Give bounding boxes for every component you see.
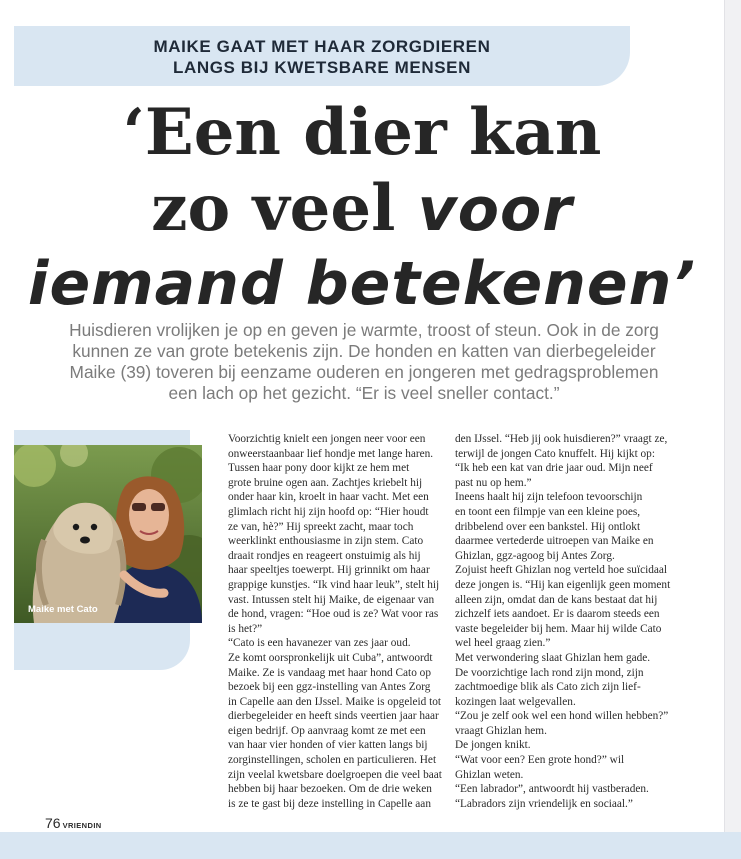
body-line: vast. Intussen stelt hij Maike, de eigenaar van bbox=[228, 593, 435, 606]
body-line: grote bruine ogen aan. Zachtjes kriebelt hij bbox=[228, 476, 423, 489]
body-line: “Ik heb een kat van drie jaar oud. Mijn neef bbox=[455, 462, 653, 475]
body-line: Maike. Ze is vandaag met haar hond Cato op bbox=[228, 666, 431, 679]
body-line: zichzelf iets aandoet. Er is daarom steeds een bbox=[455, 608, 660, 621]
kicker-line: MAIKE GAAT MET HAAR ZORGDIEREN bbox=[153, 37, 491, 56]
intro-line: een lach op het gezicht. “Er is veel sneller contact.” bbox=[168, 383, 560, 403]
body-line: bezoek bij een ggz-instelling van Antes Zorg bbox=[228, 681, 431, 694]
body-line: en toont een filmpje van een kleine poes, bbox=[455, 505, 641, 518]
body-line: onder haar kin, kroelt in haar vacht. Met een bbox=[228, 491, 429, 504]
body-line: van haar vier honden of vier katten langs bij bbox=[228, 739, 428, 752]
headline-line-2-script: voor bbox=[417, 175, 573, 245]
body-line: is het?” bbox=[228, 622, 263, 635]
body-line: past nu op hem.” bbox=[455, 476, 532, 489]
headline-line-3: iemand betekenen’ bbox=[27, 249, 697, 319]
magazine-name: VRIENDIN bbox=[62, 821, 102, 830]
body-line: onweerstaanbaar lief hondje met lange haren. bbox=[228, 447, 434, 460]
intro-line: Maike (39) toveren bij eenzame ouderen en jongeren met gedragsproblemen bbox=[69, 362, 659, 382]
body-line: weerklinkt enthousiasme in zijn stem. Cato bbox=[228, 535, 424, 548]
intro-line: kunnen ze van grote betekenis zijn. De honden en katten van dierbegeleider bbox=[72, 341, 656, 361]
body-line: “Een labrador”, antwoordt hij vastberaden. bbox=[455, 783, 649, 796]
intro-line: Huisdieren vrolijken je op en geven je warmte, troost of steun. Ook in de zorg bbox=[69, 320, 659, 340]
intro-paragraph bbox=[24, 320, 704, 404]
body-line: is ze te gast bij deze instelling in Capelle aan bbox=[228, 797, 431, 810]
photo-caption: Maike met Cato bbox=[28, 604, 98, 615]
body-line: dierbegeleider en heeft sinds veertien jaar haar bbox=[228, 710, 439, 723]
body-line: “Wat voor een? Een grote hond?” wil bbox=[455, 754, 625, 767]
body-line: Voorzichtig knielt een jongen neer voor een bbox=[228, 433, 426, 445]
body-line: dribbelend over een bankstel. Hij ontlokt bbox=[455, 520, 641, 533]
photo-illustration bbox=[14, 445, 202, 623]
body-line: vaste begeleider bij hem. Maar hij wilde Cato bbox=[455, 622, 662, 635]
body-line: eigen bedrijf. Op aanvraag komt ze met een bbox=[228, 724, 426, 737]
body-line: haar speeltjes toewerpt. Hij grinnikt om haar bbox=[228, 564, 430, 577]
body-line: hebben bij haar bezoeken. Om de drie weken bbox=[228, 783, 432, 796]
body-column-2 bbox=[455, 432, 670, 811]
body-line: glimlach richt hij zijn hoofd op: “Hier houdt bbox=[228, 505, 429, 518]
body-line: Zojuist heeft Ghizlan nog verteld hoe suïcidaal bbox=[455, 564, 668, 577]
body-line: deze jongen is. “Hij kan eigenlijk geen moment bbox=[455, 578, 671, 591]
body-line: kozingen laat welgevallen. bbox=[455, 695, 576, 708]
page-number: 76 bbox=[45, 815, 61, 831]
page-footer bbox=[45, 815, 102, 833]
body-line: vraagt Ghizlan hem. bbox=[455, 724, 547, 737]
headline-line-2-plain: zo veel bbox=[151, 171, 418, 246]
body-line: Ghizlan, ggz-agoog bij Antes Zorg. bbox=[455, 549, 615, 562]
body-line: alleen zijn, omdat dan de kans bestaat dat hij bbox=[455, 593, 658, 606]
body-line: Met verwondering slaat Ghizlan hem gade. bbox=[455, 651, 651, 664]
body-line: zijn veelal kwetsbare doelgroepen die veel baat bbox=[228, 768, 442, 781]
body-line: Ghizlan weten. bbox=[455, 768, 524, 781]
body-line: zorginstellingen, scholen en particulieren. Het bbox=[228, 754, 437, 767]
page-edge bbox=[724, 0, 741, 859]
footer-band bbox=[0, 832, 741, 859]
body-line: draait rondjes en reageert onstuimig als hij bbox=[228, 549, 421, 562]
headline-line-2 bbox=[0, 172, 724, 247]
body-column-1 bbox=[228, 432, 443, 811]
body-line: De voorzichtige lach rond zijn mond, zijn bbox=[455, 666, 644, 679]
body-line: Tussen haar pony door kijkt ze hem met bbox=[228, 462, 410, 475]
body-line: zachtmoedige blik als Cato zich zijn lief- bbox=[455, 681, 641, 694]
body-line: Ineens haalt hij zijn telefoon tevoorschijn bbox=[455, 491, 643, 504]
body-line: de hond, vragen: “Hoe oud is ze? Wat voor ras bbox=[228, 608, 439, 621]
photo-maike-cato bbox=[14, 445, 202, 623]
body-line: wel heel graag zien.” bbox=[455, 637, 551, 650]
body-line: terwijl de jongen Cato knuffelt. Hij kijkt op: bbox=[455, 447, 655, 460]
body-line: grappige kunstjes. “Ik vind haar leuk”, stelt hij bbox=[228, 578, 440, 591]
body-line: ze van, hè?” Hij spreekt zacht, maar toch bbox=[228, 520, 414, 533]
kicker-line: LANGS BIJ KWETSBARE MENSEN bbox=[172, 58, 471, 77]
headline-line-1: ‘Een dier kan bbox=[122, 95, 602, 170]
body-line: Ze komt oorspronkelijk uit Cuba”, antwoordt bbox=[228, 651, 433, 664]
body-line: “Cato is een havanezer van zes jaar oud. bbox=[228, 637, 411, 650]
body-line: daarmee vertederde uitroepen van Maike en bbox=[455, 535, 654, 548]
body-line: “Zou je zelf ook wel een hond willen hebben?” bbox=[455, 710, 669, 723]
body-line: De jongen knikt. bbox=[455, 739, 531, 752]
kicker bbox=[14, 36, 630, 78]
body-line: den IJssel. “Heb jij ook huisdieren?” vraagt ze, bbox=[455, 433, 668, 445]
body-line: “Labradors zijn vriendelijk en sociaal.” bbox=[455, 797, 633, 810]
body-line: in Capelle aan den IJssel. Maike is opgeleid tot bbox=[228, 695, 442, 708]
